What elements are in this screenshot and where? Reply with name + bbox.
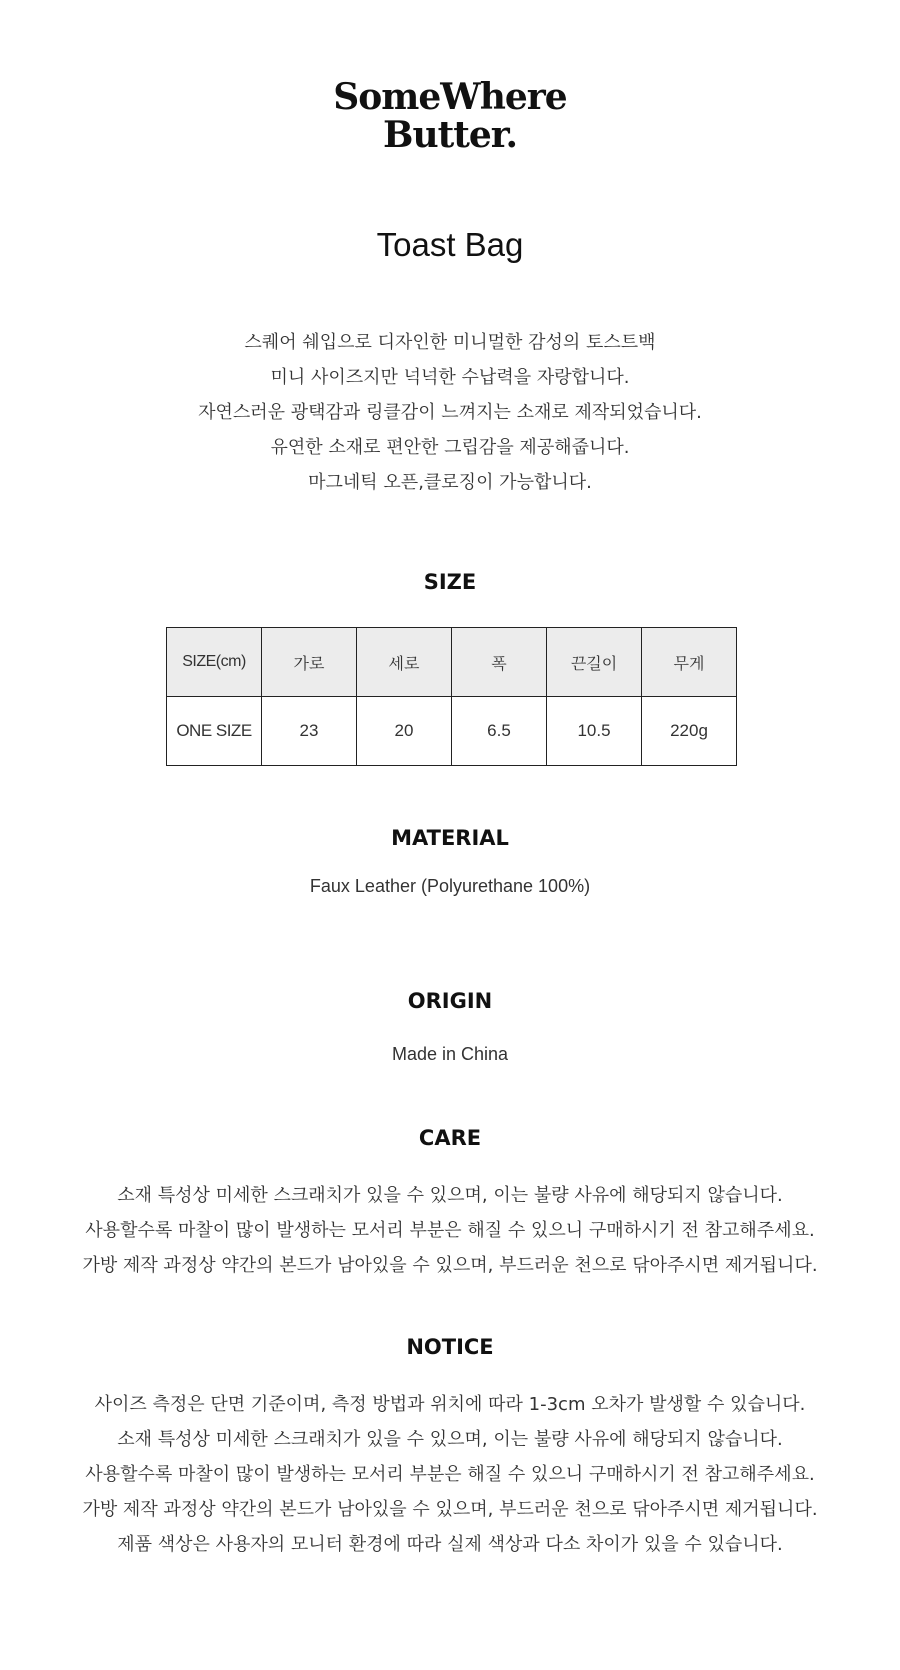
size-table-header-cell: 가로 xyxy=(262,628,357,697)
size-table-header-cell: 끈길이 xyxy=(547,628,642,697)
notice-text xyxy=(0,1387,900,1562)
notice-line: 가방 제작 과정상 약간의 본드가 남아있을 수 있으며, 부드러운 천으로 닦아주시면 제거됩니다. xyxy=(82,1499,818,1520)
product-title: Toast Bag xyxy=(376,226,524,263)
care-line: 가방 제작 과정상 약간의 본드가 남아있을 수 있으며, 부드러운 천으로 닦아주시면 제거됩니다. xyxy=(82,1255,818,1276)
size-table-cell: 220g xyxy=(642,697,737,766)
size-table-header-cell: 무게 xyxy=(642,628,737,697)
size-table-cell: 10.5 xyxy=(547,697,642,766)
size-table-cell: ONE SIZE xyxy=(167,697,262,766)
notice-heading: NOTICE xyxy=(406,1335,494,1359)
size-table-header-cell: 세로 xyxy=(357,628,452,697)
description-line: 마그네틱 오픈,클로징이 가능합니다. xyxy=(308,472,592,493)
brand-logo-line1: SomeWhere xyxy=(333,76,567,118)
notice-line: 사용할수록 마찰이 많이 발생하는 모서리 부분은 해질 수 있으니 구매하시기 전 참고해주세요. xyxy=(85,1464,815,1485)
size-table xyxy=(166,627,737,766)
care-line: 소재 특성상 미세한 스크래치가 있을 수 있으며, 이는 불량 사유에 해당되지 않습니다. xyxy=(117,1185,783,1206)
size-table-header-row xyxy=(167,628,737,697)
size-table-row xyxy=(167,697,737,766)
size-heading: SIZE xyxy=(423,570,477,594)
origin-text: Made in China xyxy=(391,1044,509,1064)
care-heading: CARE xyxy=(418,1126,482,1150)
brand-logo-line2: Butter. xyxy=(383,114,517,156)
description-line: 미니 사이즈지만 넉넉한 수납력을 자랑합니다. xyxy=(270,367,630,388)
material-heading: MATERIAL xyxy=(391,826,509,850)
care-text xyxy=(0,1178,900,1283)
material-text: Faux Leather (Polyurethane 100%) xyxy=(309,876,591,896)
notice-line: 소재 특성상 미세한 스크래치가 있을 수 있으며, 이는 불량 사유에 해당되지 않습니다. xyxy=(117,1429,783,1450)
size-table-cell: 6.5 xyxy=(452,697,547,766)
origin-heading: ORIGIN xyxy=(407,989,493,1013)
notice-line: 제품 색상은 사용자의 모니터 환경에 따라 실제 색상과 다소 차이가 있을 수 있습니다. xyxy=(117,1534,783,1555)
size-table-cell: 20 xyxy=(357,697,452,766)
size-table-cell: 23 xyxy=(262,697,357,766)
description-line: 유연한 소재로 편안한 그립감을 제공해줍니다. xyxy=(270,437,630,458)
notice-line: 사이즈 측정은 단면 기준이며, 측정 방법과 위치에 따라 1-3cm 오차가 발생할 수 있습니다. xyxy=(94,1394,806,1415)
description-line: 스퀘어 쉐입으로 디자인한 미니멀한 감성의 토스트백 xyxy=(244,332,656,353)
product-description xyxy=(0,325,900,500)
size-table-header-cell: 폭 xyxy=(452,628,547,697)
care-line: 사용할수록 마찰이 많이 발생하는 모서리 부분은 해질 수 있으니 구매하시기 전 참고해주세요. xyxy=(85,1220,815,1241)
size-table-header-cell: SIZE(cm) xyxy=(167,628,262,697)
brand-logo xyxy=(0,78,900,154)
description-line: 자연스러운 광택감과 링클감이 느껴지는 소재로 제작되었습니다. xyxy=(198,402,702,423)
